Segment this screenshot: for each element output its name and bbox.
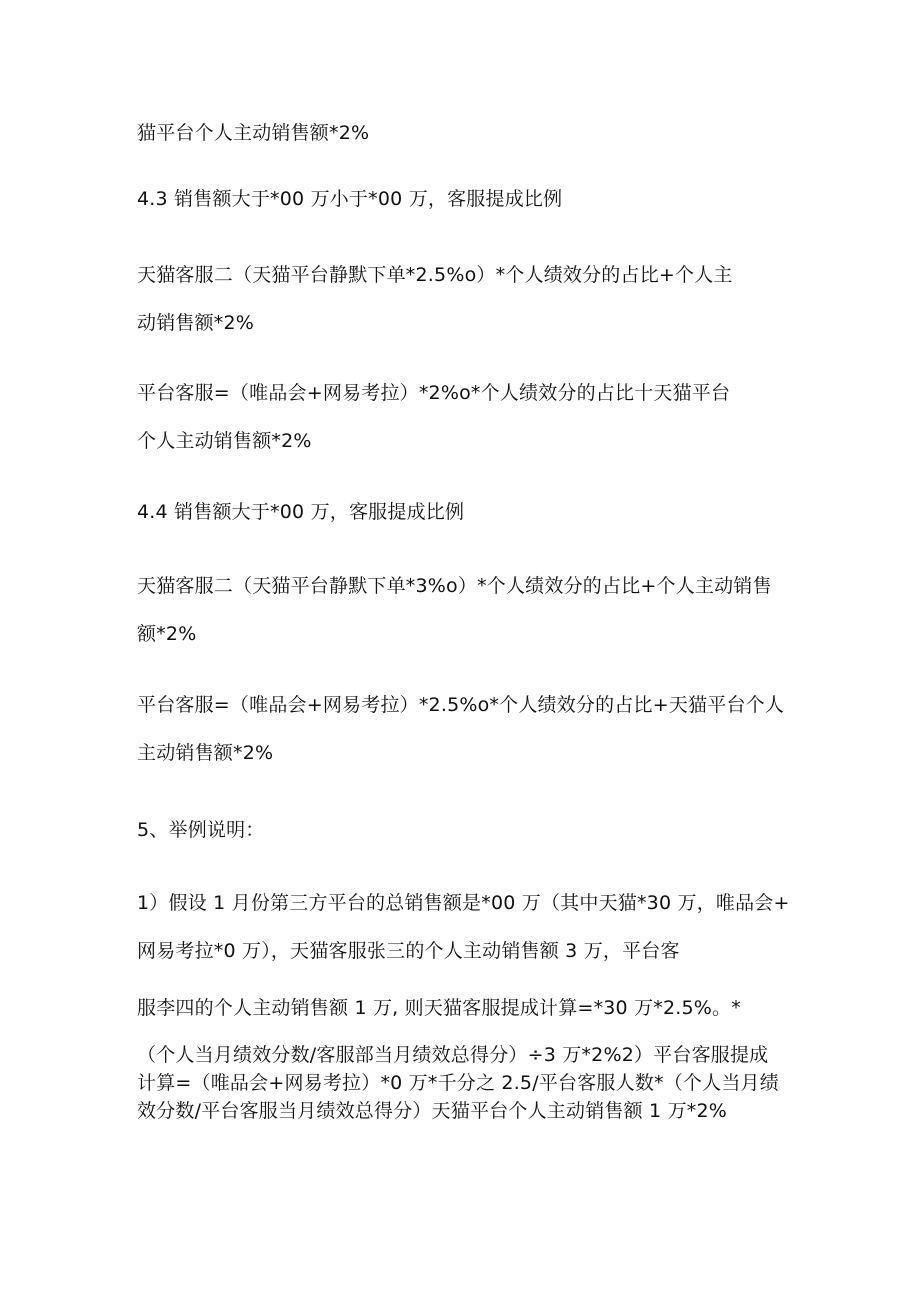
text-line: 效分数/平台客服当月绩效总得分）天猫平台个人主动销售额 1 万*2% [137, 1100, 728, 1122]
text-line: 天猫客服二（天猫平台静默下单*3%o）*个人绩效分的占比+个人主动销售 [137, 575, 772, 597]
section-heading-4-3: 4.3 销售额大于*00 万小于*00 万，客服提成比例 [137, 188, 563, 210]
text-line: 平台客服=（唯品会+网易考拉）*2.5%o*个人绩效分的占比+天猫平台个人 [137, 694, 785, 716]
section-heading-4-4: 4.4 销售额大于*00 万，客服提成比例 [137, 501, 465, 523]
text-line: 天猫客服二（天猫平台静默下单*2.5%o）*个人绩效分的占比+个人主 [137, 264, 733, 286]
text-line: 1）假设 1 月份第三方平台的总销售额是*00 万（其中天猫*30 万，唯品会+ [137, 892, 790, 914]
text-line: （个人当月绩效分数/客服部当月绩效总得分）÷3 万*2%2）平台客服提成 [137, 1044, 769, 1066]
text-line: 额*2% [137, 623, 197, 645]
text-line: 猫平台个人主动销售额*2% [137, 122, 370, 144]
text-line: 计算=（唯品会+网易考拉）*0 万*千分之 2.5/平台客服人数*（个人当月绩 [137, 1072, 779, 1094]
text-line: 网易考拉*0 万），天猫客服张三的个人主动销售额 3 万，平台客 [137, 940, 680, 962]
text-line: 服李四的个人主动销售额 1 万, 则天猫客服提成计算=*30 万*2.5%。* [137, 997, 741, 1019]
text-line: 个人主动销售额*2% [137, 430, 312, 452]
text-line: 平台客服=（唯品会+网易考拉）*2%o*个人绩效分的占比十天猫平台 [137, 382, 731, 404]
text-line: 主动销售额*2% [137, 742, 274, 764]
section-heading-5: 5、举例说明： [137, 819, 265, 841]
text-line: 动销售额*2% [137, 312, 255, 334]
